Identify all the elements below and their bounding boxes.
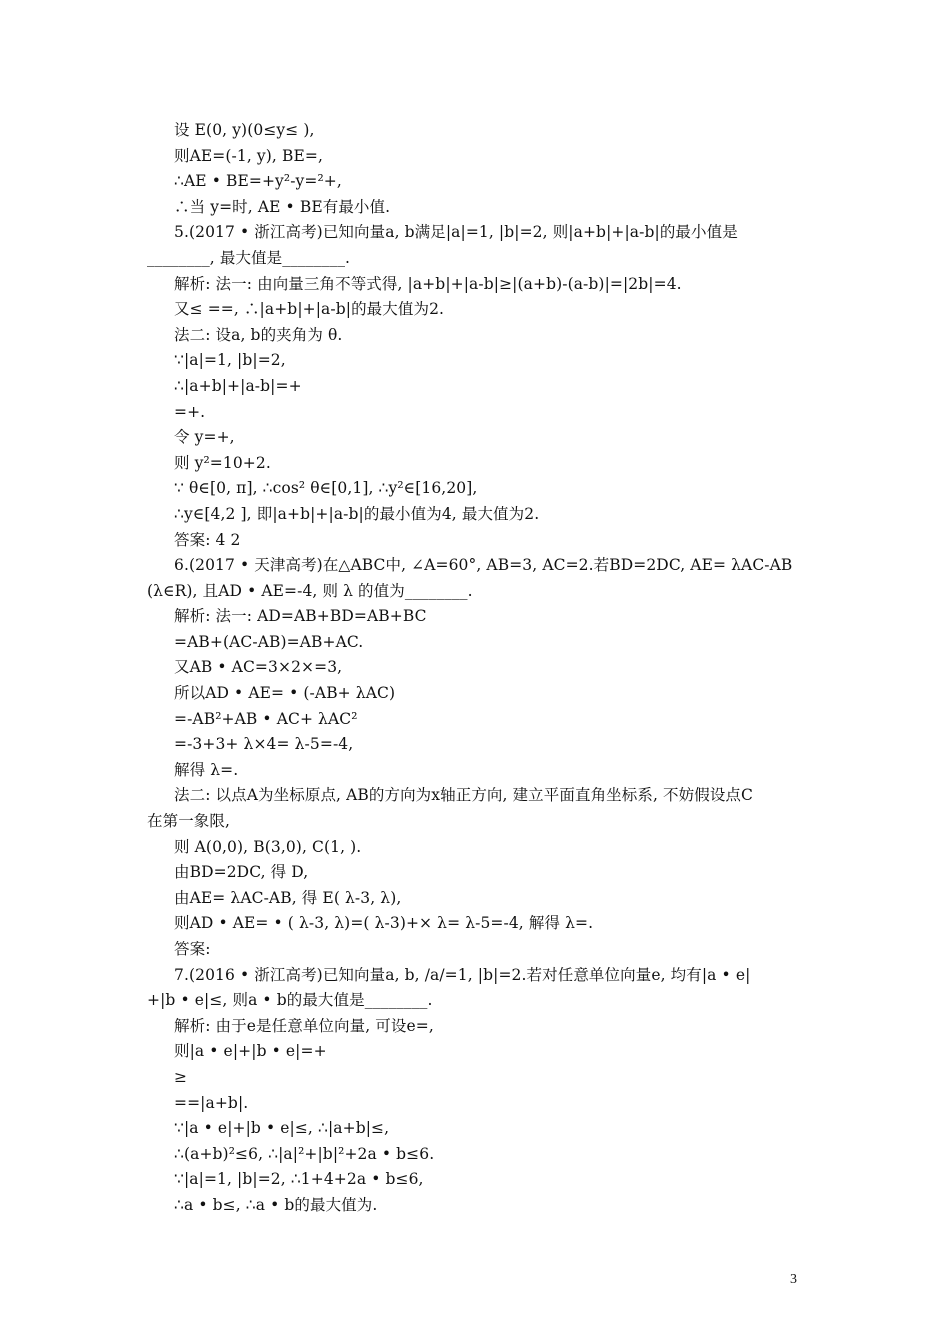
text-line: 令 y=+, (174, 428, 235, 447)
text-line: ∴a • b≤, ∴a • b的最大值为. (174, 1195, 378, 1214)
text-line: 设 E(0, y)(0≤y≤ ), (174, 121, 315, 139)
text-line: ∴当 y=时, AE • BE有最小值. (174, 197, 391, 216)
text-line: 则|a • e|+|b • e|=+ (174, 1042, 327, 1061)
text-line: ∴y∈[4,2 ], 即|a+b|+|a-b|的最小值为4, 最大值为2. (174, 504, 540, 523)
text-line: =+. (174, 402, 206, 421)
text-line: 则 y²=10+2. (174, 453, 271, 472)
problem-6-stem: 6.(2017 • 天津高考)在△ABC中, ∠A=60°, AB=3, AC=2.若BD=2DC, AE= λAC-AB (174, 556, 793, 575)
problem-7-stem: 7.(2016 • 浙江高考)已知向量a, b, /a/=1, |b|=2.若对任意单位向量e, 均有|a • e| (174, 965, 751, 984)
text-line: =AB+(AC-AB)=AB+AC. (174, 632, 364, 651)
answer-line: 答案: 4 2 (174, 530, 241, 549)
text-line: ==|a+b|. (174, 1093, 249, 1112)
text-line: 所以AD • AE= • (-AB+ λAC) (174, 684, 396, 703)
text-line: 法二: 设a, b的夹角为 θ. (174, 325, 343, 344)
answer-line: 答案: (174, 940, 211, 958)
problem-6-stem-cont: (λ∈R), 且AD • AE=-4, 则 λ 的值为________. (147, 581, 473, 600)
text-line: 由BD=2DC, 得 D, (174, 863, 309, 882)
problem-5-stem-cont: ________, 最大值是________. (147, 248, 351, 267)
text-line: =-3+3+ λ×4= λ-5=-4, (174, 735, 354, 754)
problem-5-stem: 5.(2017 • 浙江高考)已知向量a, b满足|a|=1, |b|=2, 则|a+b|+|a-b|的最小值是 (174, 223, 738, 242)
text-line: 则AE=(-1, y), BE=, (174, 146, 323, 165)
problem-7-stem-cont: +|b • e|≤, 则a • b的最大值是________. (147, 991, 433, 1010)
text-line: 解得 λ=. (174, 760, 239, 779)
document-body (147, 118, 807, 1219)
text-line: 又AB • AC=3×2×=3, (174, 658, 343, 677)
text-line: ∴AE • BE=+y²-y=²+, (174, 172, 342, 191)
text-line: 在第一象限, (147, 812, 231, 831)
text-line: ∴(a+b)²≤6, ∴|a|²+|b|²+2a • b≤6. (174, 1144, 435, 1163)
text-line: 则 A(0,0), B(3,0), C(1, ). (174, 837, 362, 856)
text-line: 解析: 法一: AD=AB+BD=AB+BC (174, 607, 427, 626)
text-line: ∵ θ∈[0, π], ∴cos² θ∈[0,1], ∴y²∈[16,20], (174, 479, 478, 498)
text-line: 解析: 法一: 由向量三角不等式得, |a+b|+|a-b|≥|(a+b)-(a-b)|=|2b|=4. (174, 274, 682, 293)
text-line: ∵|a|=1, |b|=2, ∴1+4+2a • b≤6, (174, 1170, 424, 1189)
text-line: 由AE= λAC-AB, 得 E( λ-3, λ), (174, 888, 402, 907)
text-line: =-AB²+AB • AC+ λAC² (174, 709, 358, 728)
text-line: ∴|a+b|+|a-b|=+ (174, 376, 302, 395)
text-line: ∵|a|=1, |b|=2, (174, 351, 286, 370)
text-line: ≥ (174, 1067, 188, 1086)
text-line: 则AD • AE= • ( λ-3, λ)=( λ-3)+× λ= λ-5=-4, 解得 λ=. (174, 914, 594, 933)
text-line: ∵|a • e|+|b • e|≤, ∴|a+b|≤, (174, 1119, 390, 1138)
text-line: 法二: 以点A为坐标原点, AB的方向为x轴正方向, 建立平面直角坐标系, 不妨假设点C (174, 786, 753, 805)
text-line: 又≤ ==, ∴|a+b|+|a-b|的最大值为2. (174, 300, 445, 319)
page-number: 3 (790, 1272, 797, 1287)
text-line: 解析: 由于e是任意单位向量, 可设e=, (174, 1016, 434, 1035)
